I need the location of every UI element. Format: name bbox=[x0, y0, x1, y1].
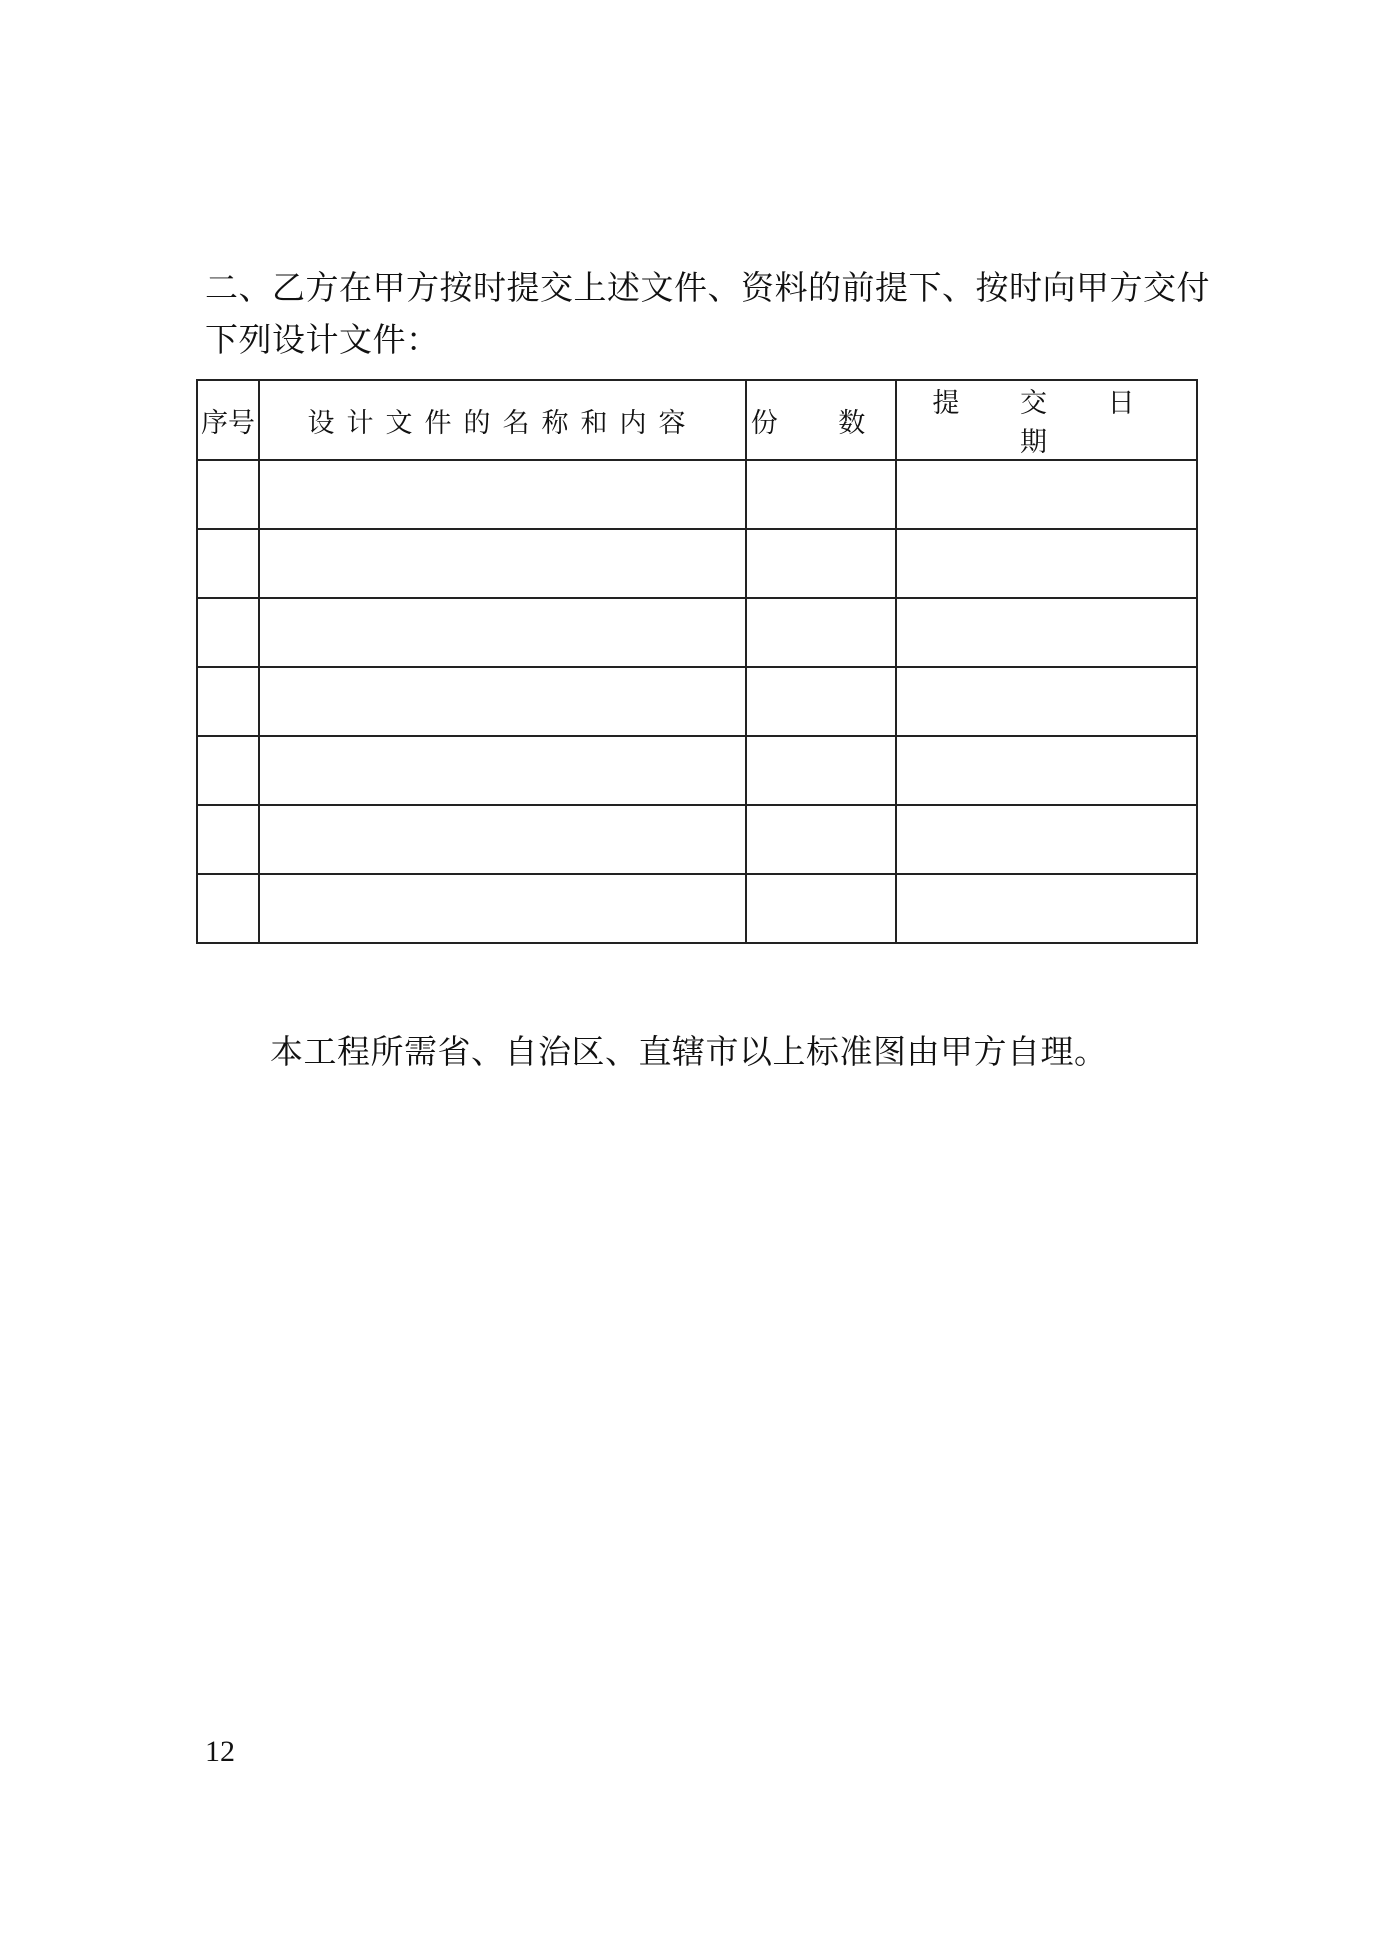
table-cell[interactable] bbox=[746, 667, 896, 736]
table-cell[interactable] bbox=[896, 598, 1197, 667]
table-row bbox=[197, 874, 1197, 943]
table-cell[interactable] bbox=[197, 874, 259, 943]
table-cell[interactable] bbox=[197, 805, 259, 874]
table-row bbox=[197, 460, 1197, 529]
page-number: 12 bbox=[205, 1735, 235, 1768]
header-copies: 份 数 bbox=[746, 380, 896, 460]
header-serial-number: 序号 bbox=[197, 380, 259, 460]
intro-line-1: 二、乙方在甲方按时提交上述文件、资料的前提下、按时向甲方交付 bbox=[205, 268, 1210, 307]
table-cell[interactable] bbox=[746, 874, 896, 943]
table-row bbox=[197, 667, 1197, 736]
table-cell[interactable] bbox=[197, 598, 259, 667]
table-cell[interactable] bbox=[259, 805, 746, 874]
header-submit-date: 提 交 日 期 bbox=[896, 380, 1197, 460]
table-header-row bbox=[197, 380, 1197, 460]
intro-paragraph bbox=[205, 262, 1210, 366]
table-cell[interactable] bbox=[259, 460, 746, 529]
table-cell[interactable] bbox=[746, 736, 896, 805]
standard-drawings-note: 本工程所需省、自治区、直辖市以上标准图由甲方自理。 bbox=[270, 1032, 1108, 1071]
table-cell[interactable] bbox=[746, 460, 896, 529]
table-row bbox=[197, 805, 1197, 874]
table-cell[interactable] bbox=[896, 667, 1197, 736]
table-cell[interactable] bbox=[197, 460, 259, 529]
deliverables-table bbox=[196, 379, 1198, 944]
table-cell[interactable] bbox=[896, 529, 1197, 598]
table-cell[interactable] bbox=[259, 736, 746, 805]
table-cell[interactable] bbox=[259, 667, 746, 736]
table-cell[interactable] bbox=[259, 598, 746, 667]
header-document-name: 设计文件的名称和内容 bbox=[259, 380, 746, 460]
table-cell[interactable] bbox=[896, 460, 1197, 529]
table-row bbox=[197, 598, 1197, 667]
table-cell[interactable] bbox=[197, 736, 259, 805]
table-cell[interactable] bbox=[896, 805, 1197, 874]
table-cell[interactable] bbox=[896, 874, 1197, 943]
table-cell[interactable] bbox=[259, 874, 746, 943]
table-cell[interactable] bbox=[197, 667, 259, 736]
intro-line-2: 下列设计文件： bbox=[205, 320, 440, 359]
table-cell[interactable] bbox=[746, 805, 896, 874]
table-cell[interactable] bbox=[746, 598, 896, 667]
table-cell[interactable] bbox=[197, 529, 259, 598]
table-row bbox=[197, 529, 1197, 598]
table-row bbox=[197, 736, 1197, 805]
table-cell[interactable] bbox=[259, 529, 746, 598]
table-cell[interactable] bbox=[896, 736, 1197, 805]
table-cell[interactable] bbox=[746, 529, 896, 598]
